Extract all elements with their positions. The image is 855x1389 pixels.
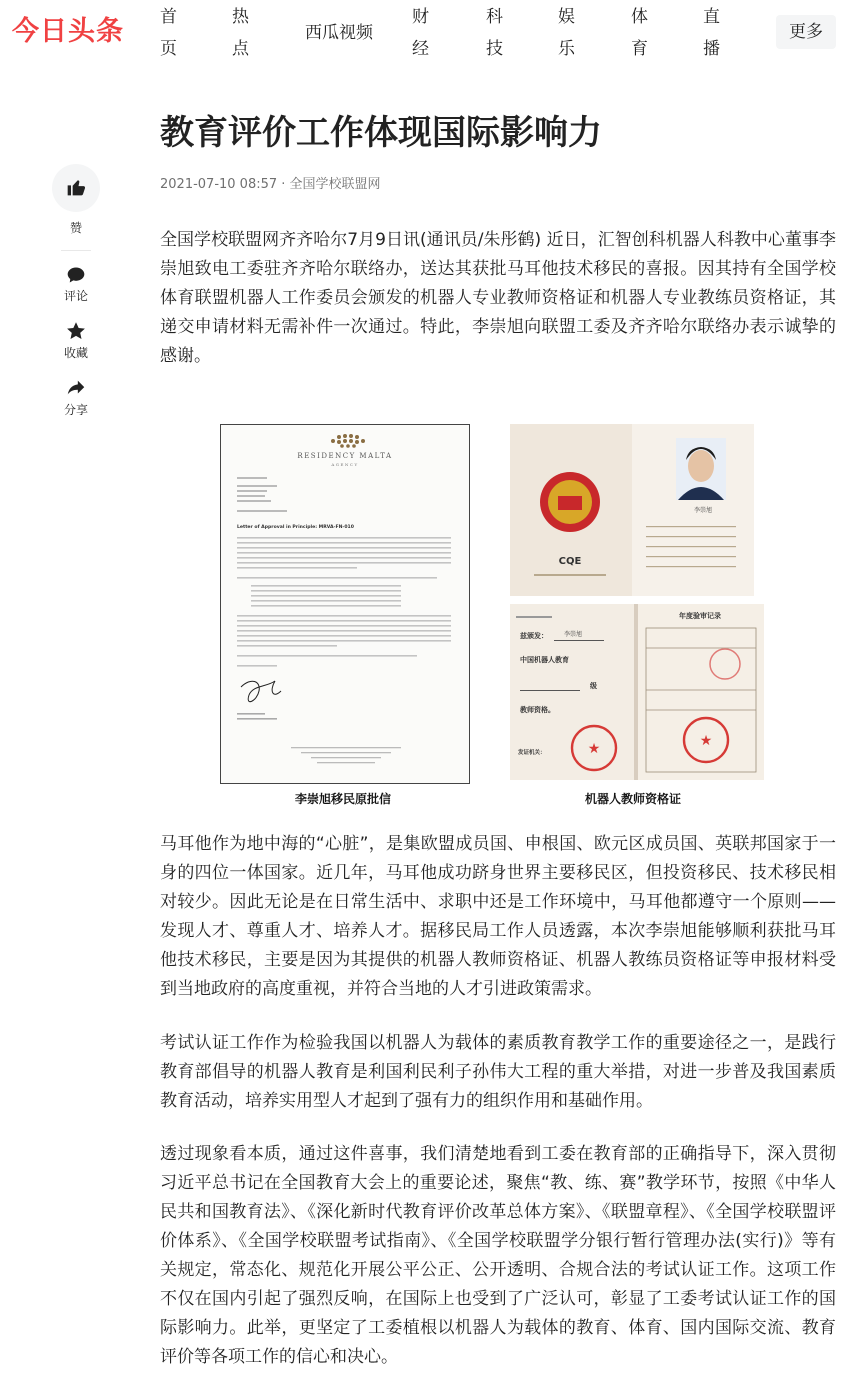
certificate-cover-graphic bbox=[510, 424, 754, 596]
share-icon bbox=[65, 377, 87, 399]
favorite-label: 收藏 bbox=[63, 346, 88, 360]
article-paragraph-2: 马耳他作为地中海的“心脏”，是集欧盟成员国、申根国、欧元区成员国、英联邦国家于一身的四位一体国家。近几年，马耳他成功跻身世界主要移民区，但投资移民、技术移民相对较少。因此无论是在日常生活中、求职中还是工作环境中，马耳他都遵守一个原则——发现人才、尊重人才、培养人才。据移民局工作人员透露，本次李崇旭能够顺利获批马耳他技术移民，主要是因为其提供的机器人教师资格证、机器人教练员资格证等申报材料受到当地政府的高度重视，并符合当地的人才引进政策需求。 bbox=[160, 834, 836, 999]
sidebar-divider bbox=[61, 250, 91, 251]
nav-item-hot[interactable]: 热点 bbox=[232, 7, 249, 59]
share-action[interactable] bbox=[52, 377, 100, 418]
certificate-photo-bottom bbox=[510, 604, 764, 780]
article-paragraph-4: 透过现象看本质，通过这件喜事，我们清楚地看到工委在教育部的正确指导下，深入贯彻习近平总书记在全国教育大会上的重要论述，聚焦“教、练、赛”教学环节，按照《中华人民共和国教育法》、《深化新时代教育评价改革总体方案》、《联盟章程》、《全国学校联盟评价体系》、《全国学校联盟考试指南》、《全国学校联盟学分银行暂行管理办法(实行)》等有关规定，常态化、规范化开展公平公正、公开透明、合规合法的考试认证工作。这项工作不仅在国内引起了强烈反响，在国际上也受到了广泛认可，彰显了工委考试认证工作的国际影响力。此举，更坚定了工委植根以机器人为载体的教育、体育、国内国际交流、教育评价等各项工作的信心和决心。 bbox=[160, 1144, 836, 1367]
certificate-review-title: 年度验审记录 bbox=[679, 611, 721, 620]
like-action[interactable] bbox=[52, 164, 100, 236]
certificate-issue-label: 兹颁发： bbox=[520, 631, 548, 640]
approval-letter-graphic bbox=[221, 425, 469, 783]
letter-brand: RESIDENCY MALTA bbox=[297, 452, 393, 460]
certificate-level-word: 级 bbox=[590, 681, 597, 690]
comment-icon bbox=[66, 265, 86, 285]
favorite-action[interactable] bbox=[52, 320, 100, 361]
letter-heading: Letter of Approval in Principle: MRVA-FN-010 bbox=[237, 525, 354, 530]
thumbs-up-icon bbox=[66, 177, 86, 197]
certificate-issuer-label: 发证机关： bbox=[518, 750, 546, 756]
nav-item-entertainment[interactable]: 娱乐 bbox=[558, 7, 575, 59]
certificate-photo-top bbox=[510, 424, 754, 596]
comment-label: 评论 bbox=[63, 289, 88, 303]
article-figure bbox=[220, 424, 766, 810]
star-icon bbox=[65, 320, 87, 342]
svg-text:★: ★ bbox=[587, 741, 601, 757]
certificate-qualification: 教师资格。 bbox=[520, 705, 555, 714]
nav-item-live[interactable]: 直播 bbox=[703, 7, 720, 59]
svg-text:★: ★ bbox=[699, 733, 713, 749]
certificate-logo: CQE bbox=[558, 556, 582, 567]
article-action-sidebar bbox=[52, 164, 100, 434]
article-paragraph-1: 全国学校联盟网齐齐哈尔7月9日讯(通讯员/朱彤鹤) 近日，汇智创科机器人科教中心董事李崇旭致电工委驻齐齐哈尔联络办，送达其获批马耳他技术移民的喜报。因其持有全国学校体育联盟机器人工作委员会颁发的机器人专业教师资格证和机器人专业教练员资格证，其递交申请材料无需补件一次通过。特此，李崇旭向联盟工委及齐齐哈尔联络办表示诚挚的感谢。 bbox=[160, 230, 836, 366]
certificate-edu-line: 中国机器人教育 bbox=[520, 655, 569, 664]
comment-action[interactable] bbox=[52, 265, 100, 304]
nav-item-finance[interactable]: 财经 bbox=[412, 7, 429, 59]
certificate-caption: 机器人教师资格证 bbox=[585, 792, 682, 806]
article-paragraph-3: 考试认证工作作为检验我国以机器人为载体的素质教育教学工作的重要途径之一，是践行教育部倡导的机器人教育是利国利民利子孙伟大工程的重大举措，对进一步普及我国素质教育活动，培养实用型人才起到了强有力的组织作用和基础作用。 bbox=[160, 1033, 836, 1111]
certificate-holder-name: 李崇旭 bbox=[693, 507, 713, 514]
nav-item-xigua-video[interactable]: 西瓜视频 bbox=[305, 23, 373, 43]
nav-item-home[interactable]: 首页 bbox=[160, 7, 177, 59]
site-logo[interactable]: 今日头条 bbox=[12, 16, 124, 47]
article-meta: 2021-07-10 08:57 · 全国学校联盟网 bbox=[160, 177, 381, 192]
certificate-inner-graphic bbox=[510, 604, 764, 780]
top-navbar bbox=[0, 0, 855, 66]
letter-brand-sub: AGENCY bbox=[331, 462, 359, 467]
approval-letter-caption: 李崇旭移民原批信 bbox=[295, 792, 392, 806]
article-title: 教育评价工作体现国际影响力 bbox=[160, 113, 602, 153]
like-label: 赞 bbox=[69, 221, 82, 235]
more-button[interactable]: 更多 bbox=[776, 15, 836, 49]
certificate-inner-name: 李崇旭 bbox=[564, 631, 583, 638]
article bbox=[160, 104, 836, 371]
approval-letter-image bbox=[220, 424, 470, 784]
nav-item-sports[interactable]: 体育 bbox=[631, 7, 648, 59]
nav-item-tech[interactable]: 科技 bbox=[486, 7, 503, 59]
share-label: 分享 bbox=[63, 403, 88, 417]
like-button[interactable] bbox=[52, 164, 100, 212]
